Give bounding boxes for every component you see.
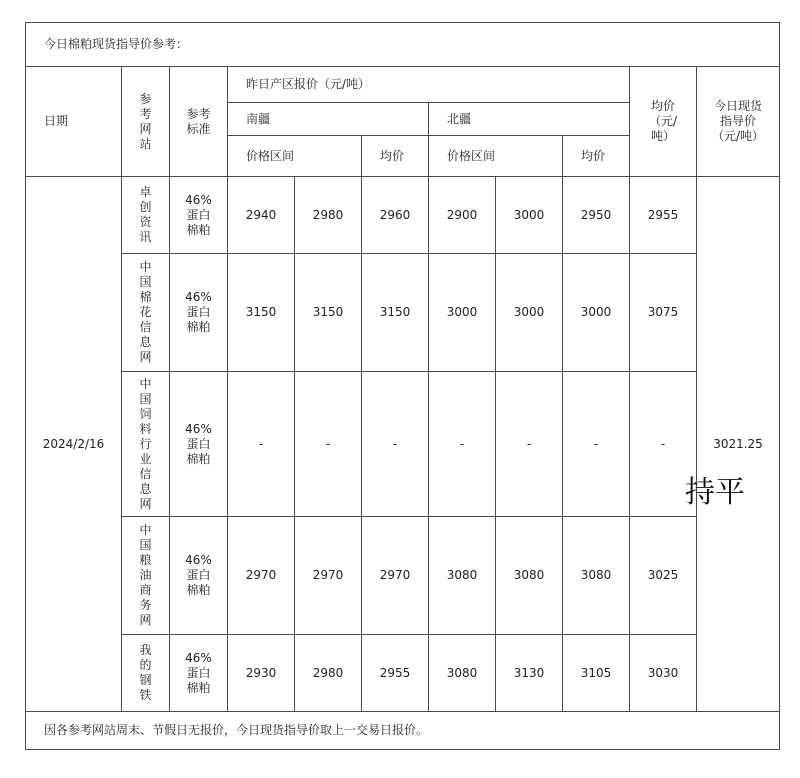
header-avg-price: 均价（元/吨） xyxy=(630,67,697,177)
standard-cell: 46%蛋白棉粕 xyxy=(170,635,228,712)
header-yesterday-quote: 昨日产区报价（元/吨） xyxy=(228,67,630,103)
north-avg-cell: 2950 xyxy=(563,177,630,254)
north-low-cell: - xyxy=(429,372,496,517)
table-row xyxy=(26,177,780,254)
south-low-cell: - xyxy=(228,372,295,517)
table-caption: 今日棉粕现货指导价参考： xyxy=(26,23,780,67)
south-low-cell: 2940 xyxy=(228,177,295,254)
north-avg-cell: 3000 xyxy=(563,254,630,372)
date-cell: 2024/2/16 xyxy=(26,177,122,712)
north-low-cell: 3080 xyxy=(429,517,496,635)
site-cell: 卓创资讯 xyxy=(122,177,170,254)
header-today-guide-price: 今日现货指导价（元/吨） xyxy=(697,67,780,177)
north-high-cell: - xyxy=(496,372,563,517)
avg-cell: 2955 xyxy=(630,177,697,254)
price-guide-table xyxy=(25,22,780,750)
north-high-cell: 3080 xyxy=(496,517,563,635)
south-avg-cell: 2960 xyxy=(362,177,429,254)
header-site: 参考网站 xyxy=(122,67,170,177)
site-cell: 中国粮油商务网 xyxy=(122,517,170,635)
south-avg-cell: - xyxy=(362,372,429,517)
south-high-cell: - xyxy=(295,372,362,517)
site-cell: 我的钢铁 xyxy=(122,635,170,712)
header-south-xinjiang: 南疆 xyxy=(228,103,429,136)
north-avg-cell: - xyxy=(563,372,630,517)
site-cell: 中国棉花信息网 xyxy=(122,254,170,372)
table-row xyxy=(26,517,780,635)
south-high-cell: 3150 xyxy=(295,254,362,372)
table-row xyxy=(26,254,780,372)
north-high-cell: 3000 xyxy=(496,254,563,372)
header-south-avg: 均价 xyxy=(362,136,429,177)
north-low-cell: 3080 xyxy=(429,635,496,712)
avg-cell: 3025 xyxy=(630,517,697,635)
south-high-cell: 2980 xyxy=(295,177,362,254)
header-date: 日期 xyxy=(26,67,122,177)
south-avg-cell: 2970 xyxy=(362,517,429,635)
header-north-avg: 均价 xyxy=(563,136,630,177)
north-avg-cell: 3080 xyxy=(563,517,630,635)
standard-cell: 46%蛋白棉粕 xyxy=(170,517,228,635)
unchanged-stamp: 持平 xyxy=(685,475,745,510)
header-north-price-range: 价格区间 xyxy=(429,136,563,177)
south-high-cell: 2970 xyxy=(295,517,362,635)
avg-cell: 3030 xyxy=(630,635,697,712)
standard-cell: 46%蛋白棉粕 xyxy=(170,177,228,254)
avg-cell: - xyxy=(630,372,697,517)
table-row xyxy=(26,635,780,712)
north-avg-cell: 3105 xyxy=(563,635,630,712)
avg-cell: 3075 xyxy=(630,254,697,372)
standard-cell: 46%蛋白棉粕 xyxy=(170,372,228,517)
standard-cell: 46%蛋白棉粕 xyxy=(170,254,228,372)
footnote: 因各参考网站周末、节假日无报价，今日现货指导价取上一交易日报价。 xyxy=(26,712,780,750)
north-low-cell: 2900 xyxy=(429,177,496,254)
south-high-cell: 2980 xyxy=(295,635,362,712)
south-avg-cell: 2955 xyxy=(362,635,429,712)
north-high-cell: 3130 xyxy=(496,635,563,712)
table-row xyxy=(26,372,780,517)
header-north-xinjiang: 北疆 xyxy=(429,103,630,136)
south-low-cell: 2930 xyxy=(228,635,295,712)
site-cell: 中国饲料行业信息网 xyxy=(122,372,170,517)
north-high-cell: 3000 xyxy=(496,177,563,254)
south-avg-cell: 3150 xyxy=(362,254,429,372)
header-south-price-range: 价格区间 xyxy=(228,136,362,177)
today-guide-price-cell: 3021.25 xyxy=(697,177,780,712)
south-low-cell: 3150 xyxy=(228,254,295,372)
header-standard: 参考标准 xyxy=(170,67,228,177)
north-low-cell: 3000 xyxy=(429,254,496,372)
south-low-cell: 2970 xyxy=(228,517,295,635)
